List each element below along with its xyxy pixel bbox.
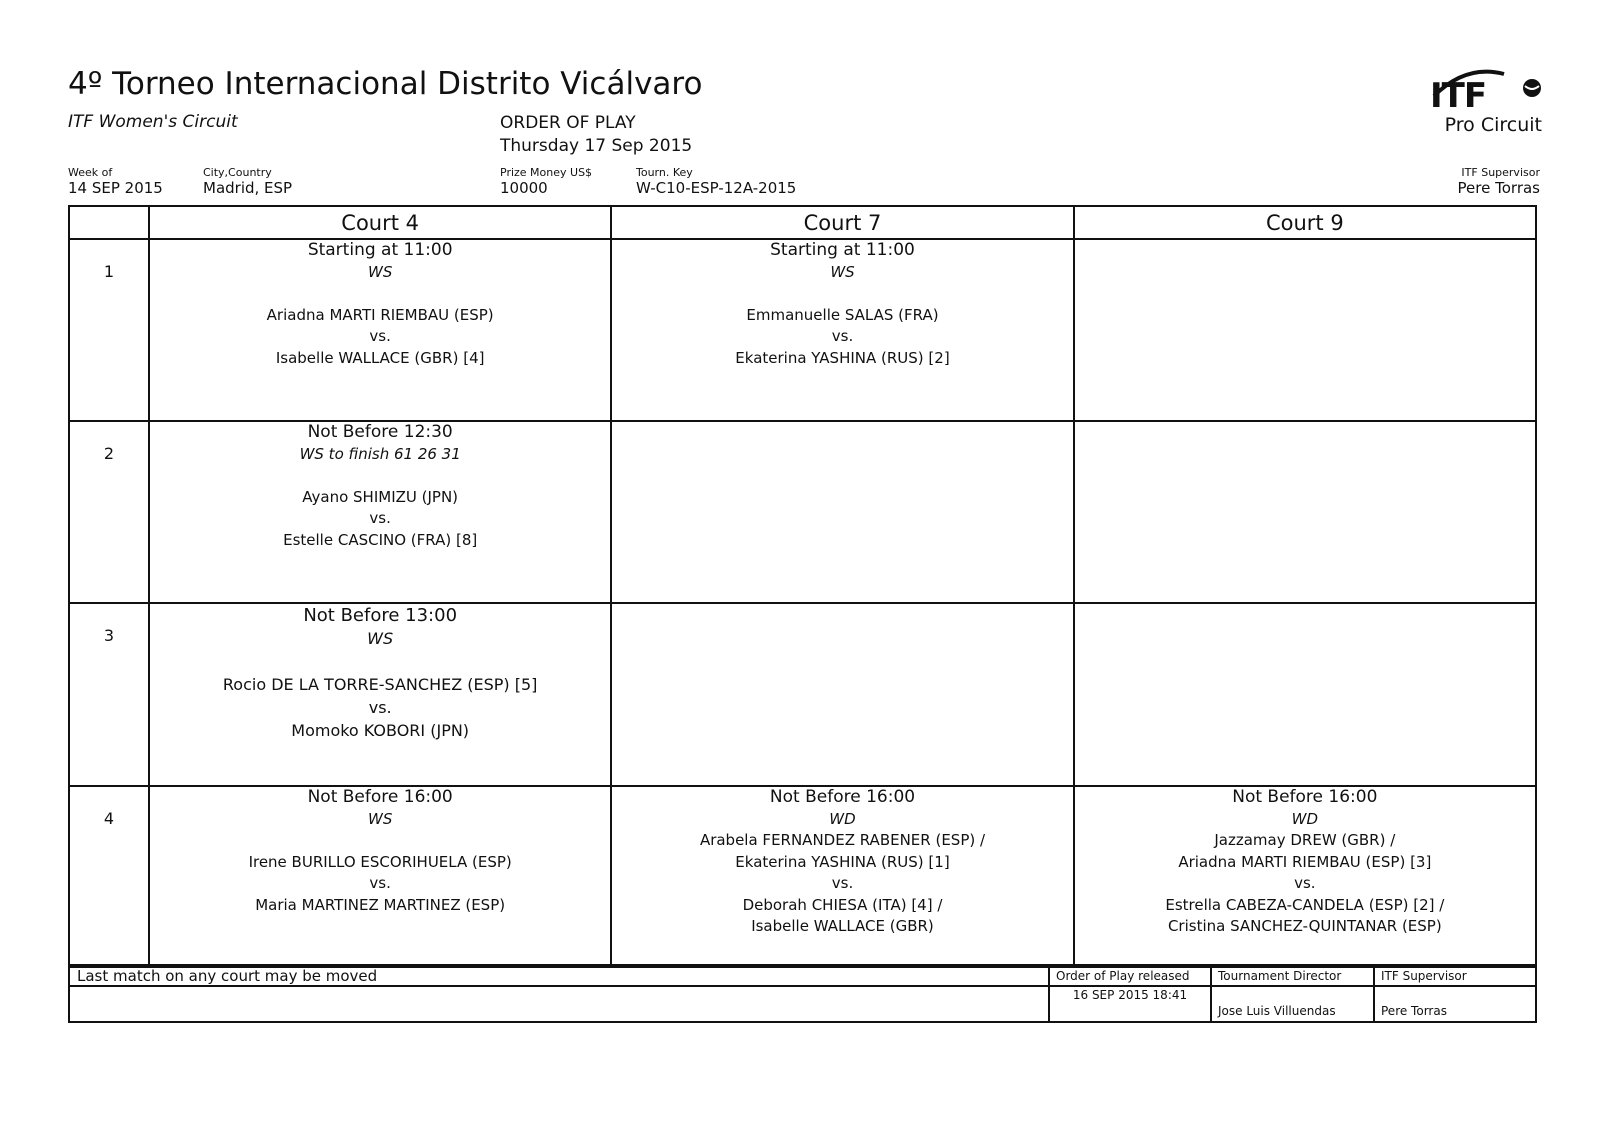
player-line: Irene BURILLO ESCORIHUELA (ESP) bbox=[248, 852, 512, 871]
circuit-name: ITF Women's Circuit bbox=[68, 112, 238, 132]
player-line: Arabela FERNANDEZ RABENER (ESP) / bbox=[699, 831, 986, 849]
match-row bbox=[69, 603, 1536, 786]
match-cell bbox=[149, 603, 611, 786]
match-cell bbox=[611, 239, 1073, 421]
footer-empty-cell bbox=[69, 986, 1049, 1022]
row-number-header bbox=[69, 206, 149, 239]
match-time: Not Before 12:30 bbox=[307, 422, 453, 442]
play-date: Thursday 17 Sep 2015 bbox=[500, 136, 693, 156]
player-line: Jazzamay DREW (GBR) / bbox=[1214, 831, 1396, 849]
footer-supervisor-value: Pere Torras bbox=[1374, 986, 1536, 1022]
vs-line: vs. bbox=[368, 698, 392, 717]
tourn-key-value: W-C10-ESP-12A-2015 bbox=[636, 179, 797, 197]
player-line: Ekaterina YASHINA (RUS) [1] bbox=[735, 852, 950, 871]
player-line: Ayano SHIMIZU (JPN) bbox=[302, 487, 459, 506]
row-number: 1 bbox=[69, 239, 149, 421]
match-row bbox=[69, 421, 1536, 603]
supervisor-label: ITF Supervisor bbox=[1461, 166, 1540, 179]
logo-itf-text: ITF bbox=[1430, 76, 1487, 116]
player-line: Ekaterina YASHINA (RUS) [2] bbox=[735, 348, 950, 367]
match-row bbox=[69, 239, 1536, 421]
tourn-key-block bbox=[636, 166, 796, 197]
match-time: Not Before 13:00 bbox=[303, 605, 458, 626]
court-header: Court 9 bbox=[1074, 206, 1536, 239]
player-line: Emmanuelle SALAS (FRA) bbox=[746, 305, 939, 324]
itf-pro-circuit-logo bbox=[1426, 66, 1542, 142]
tourn-key-label: Tourn. Key bbox=[636, 166, 693, 179]
match-event: WS to finish 61 26 31 bbox=[299, 444, 461, 463]
court-header-row bbox=[69, 206, 1536, 239]
empty-match-cell bbox=[1074, 239, 1536, 421]
prize-block bbox=[500, 166, 592, 197]
match-cell bbox=[1074, 786, 1536, 967]
empty-match-cell bbox=[611, 421, 1073, 603]
supervisor-block bbox=[1458, 166, 1540, 197]
footer-note: Last match on any court may be moved bbox=[69, 965, 1049, 986]
row-number: 4 bbox=[69, 786, 149, 967]
court-header: Court 7 bbox=[611, 206, 1073, 239]
player-line: Maria MARTINEZ MARTINEZ (ESP) bbox=[255, 895, 506, 914]
match-cell bbox=[149, 421, 611, 603]
match-event: WS bbox=[830, 262, 855, 281]
player-line: Momoko KOBORI (JPN) bbox=[291, 721, 470, 740]
footer-value-row bbox=[69, 986, 1536, 1022]
city-block bbox=[203, 166, 292, 197]
row-number: 2 bbox=[69, 421, 149, 603]
match-time: Not Before 16:00 bbox=[1232, 787, 1378, 807]
footer-supervisor-label: ITF Supervisor bbox=[1374, 965, 1536, 986]
player-line: Rocio DE LA TORRE-SANCHEZ (ESP) [5] bbox=[222, 675, 538, 694]
order-of-play-table bbox=[68, 205, 1537, 968]
match-time: Starting at 11:00 bbox=[770, 240, 915, 260]
tournament-title: 4º Torneo Internacional Distrito Vicálvaro bbox=[68, 66, 703, 102]
empty-match-cell bbox=[1074, 603, 1536, 786]
player-line: Estelle CASCINO (FRA) [8] bbox=[283, 530, 478, 549]
row-number: 3 bbox=[69, 603, 149, 786]
footer-table bbox=[68, 964, 1537, 1023]
order-of-play-label: ORDER OF PLAY bbox=[500, 113, 636, 133]
match-cell bbox=[611, 786, 1073, 967]
vs-line: vs. bbox=[369, 509, 391, 527]
player-line: Estrella CABEZA-CANDELA (ESP) [2] / bbox=[1165, 895, 1445, 914]
city-label: City,Country bbox=[203, 166, 272, 179]
director-value: Jose Luis Villuendas bbox=[1211, 986, 1374, 1022]
player-line: Deborah CHIESA (ITA) [4] / bbox=[742, 895, 943, 914]
week-label: Week of bbox=[68, 166, 113, 179]
empty-match-cell bbox=[611, 603, 1073, 786]
match-event: WS bbox=[367, 262, 393, 281]
logo-pro-circuit-text: Pro Circuit bbox=[1444, 114, 1542, 136]
match-event: WD bbox=[829, 809, 856, 828]
vs-line: vs. bbox=[369, 327, 391, 345]
court-header: Court 4 bbox=[149, 206, 611, 239]
vs-line: vs. bbox=[831, 327, 854, 345]
player-line: Isabelle WALLACE (GBR) [4] bbox=[275, 348, 485, 367]
director-label: Tournament Director bbox=[1211, 965, 1374, 986]
vs-line: vs. bbox=[369, 874, 391, 892]
match-row bbox=[69, 786, 1536, 967]
match-event: WD bbox=[1291, 809, 1319, 828]
city-value: Madrid, ESP bbox=[203, 179, 293, 197]
vs-line: vs. bbox=[1294, 874, 1316, 892]
player-line: Isabelle WALLACE (GBR) bbox=[751, 917, 934, 935]
match-time: Starting at 11:00 bbox=[307, 240, 453, 260]
supervisor-value: Pere Torras bbox=[1457, 179, 1540, 197]
player-line: Ariadna MARTI RIEMBAU (ESP) bbox=[266, 305, 494, 324]
footer-label-row bbox=[69, 965, 1536, 986]
prize-label: Prize Money US$ bbox=[500, 166, 593, 179]
released-label: Order of Play released bbox=[1049, 965, 1211, 986]
order-of-play-heading bbox=[500, 112, 692, 158]
empty-match-cell bbox=[1074, 421, 1536, 603]
week-of-block bbox=[68, 166, 163, 197]
player-line: Cristina SANCHEZ-QUINTANAR (ESP) bbox=[1167, 917, 1442, 935]
match-cell bbox=[149, 239, 611, 421]
prize-value: 10000 bbox=[500, 179, 548, 197]
player-line: Ariadna MARTI RIEMBAU (ESP) [3] bbox=[1178, 852, 1432, 871]
match-time: Not Before 16:00 bbox=[307, 787, 453, 807]
released-value: 16 SEP 2015 18:41 bbox=[1049, 986, 1211, 1022]
match-time: Not Before 16:00 bbox=[769, 787, 916, 807]
match-cell bbox=[149, 786, 611, 967]
week-value: 14 SEP 2015 bbox=[68, 179, 163, 197]
match-event: WS bbox=[367, 629, 394, 648]
vs-line: vs. bbox=[831, 874, 854, 892]
match-event: WS bbox=[367, 809, 393, 828]
